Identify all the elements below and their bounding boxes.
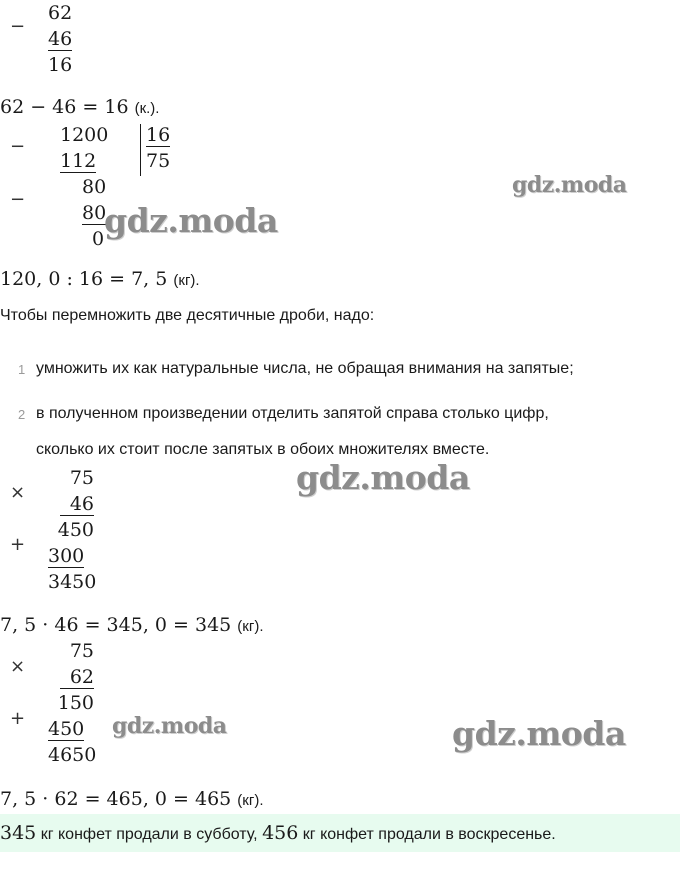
watermark: gdz.moda <box>512 172 627 198</box>
multiplicand: 75 <box>69 467 94 489</box>
equation-3-expr: 7, 5 · 46 = 345, 0 = 345 <box>0 614 232 636</box>
watermark: gdz.moda <box>452 714 626 753</box>
multiplier: 46 <box>60 493 94 516</box>
minus-sign: − <box>10 136 26 157</box>
answer <box>0 822 556 844</box>
answer-number-2: 456 <box>262 822 299 844</box>
quotient: 75 <box>146 150 171 172</box>
minus-sign: − <box>10 16 26 37</box>
plus-sign: + <box>10 534 26 555</box>
equation-3 <box>0 614 264 636</box>
list-item: в полученном произведении отделить запятой справа столько цифр, <box>36 405 549 422</box>
division-subtrahend-2: 80 <box>82 202 107 224</box>
equation-4-unit: (кг). <box>237 792 264 809</box>
minuend: 62 <box>48 2 73 24</box>
division-remainder-1: 80 <box>82 176 107 198</box>
division-bar <box>140 124 141 176</box>
minus-sign: − <box>10 189 26 210</box>
equation-4-expr: 7, 5 · 62 = 465, 0 = 465 <box>0 788 232 810</box>
equation-1 <box>0 96 159 118</box>
dividend: 1200 <box>60 124 109 146</box>
equation-3-unit: (кг). <box>237 618 264 635</box>
list-number: 2 <box>18 407 26 422</box>
divisor: 16 <box>146 124 171 146</box>
difference: 16 <box>48 54 73 76</box>
multiplicand: 75 <box>69 640 94 662</box>
watermark: gdz.moda <box>296 458 470 497</box>
watermark: gdz.moda <box>104 201 278 240</box>
division-remainder-2: 0 <box>92 228 105 250</box>
equation-1-unit: (к.). <box>134 100 160 117</box>
equation-2-expr: 120, 0 : 16 = 7, 5 <box>0 268 168 290</box>
subtrahend: 46 <box>48 28 73 50</box>
answer-text-2: кг конфет продали в воскресенье. <box>298 826 556 843</box>
answer-number-1: 345 <box>0 822 37 844</box>
partial-product-2: 300 <box>48 545 85 567</box>
watermark: gdz.moda <box>112 713 227 739</box>
product-sum: 4650 <box>48 744 97 766</box>
list-item-continuation: сколько их стоит после запятых в обоих множителях вместе. <box>36 441 490 458</box>
rule-intro: Чтобы перемножить две десятичные дроби, надо: <box>0 307 375 324</box>
answer-text-1: кг конфет продали в субботу, <box>36 826 263 843</box>
partial-product-1: 150 <box>57 692 94 714</box>
partial-product-2: 450 <box>48 718 85 740</box>
multiplier: 62 <box>60 666 94 689</box>
product-sum: 3450 <box>48 571 97 593</box>
equation-2 <box>0 268 200 290</box>
equation-4 <box>0 788 264 810</box>
plus-sign: + <box>10 708 26 729</box>
times-sign: × <box>10 482 26 503</box>
equation-2-unit: (кг). <box>173 272 200 289</box>
times-sign: × <box>10 656 26 677</box>
division-subtrahend-1: 112 <box>60 150 97 172</box>
partial-product-1: 450 <box>57 519 94 541</box>
list-number: 1 <box>18 362 26 377</box>
list-item: умножить их как натуральные числа, не обращая внимания на запятые; <box>36 360 574 377</box>
equation-1-expr: 62 − 46 = 16 <box>0 96 129 118</box>
